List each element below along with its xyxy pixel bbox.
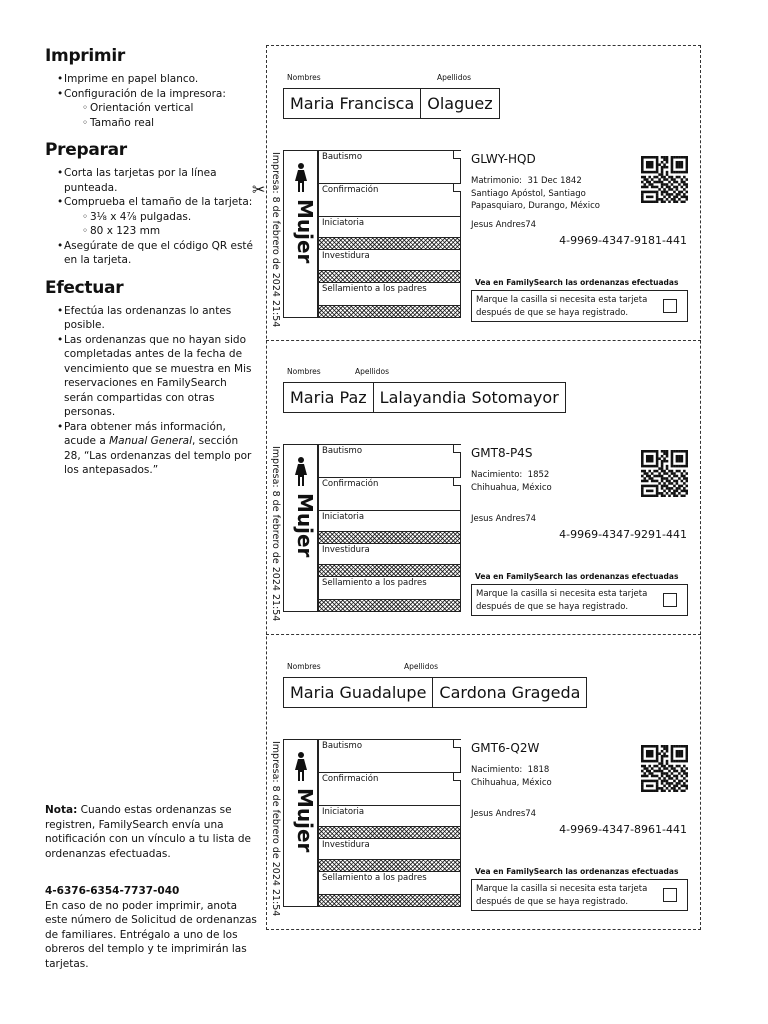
ordinance-label: Investidura bbox=[322, 840, 370, 850]
ordinance-checkbox[interactable] bbox=[453, 740, 461, 748]
gender-label: Mujer bbox=[293, 199, 317, 264]
event-info bbox=[471, 764, 611, 789]
event-place: Chihuahua, México bbox=[471, 482, 552, 493]
section-prepare bbox=[45, 140, 257, 268]
ordinance-row bbox=[319, 806, 460, 839]
keep-card-checkbox[interactable] bbox=[663, 299, 677, 313]
hatch-pattern bbox=[319, 531, 460, 543]
printed-date-text: Impresa: 8 de febrero de 2024 21:54 bbox=[270, 741, 281, 917]
ordinance-label: Investidura bbox=[322, 545, 370, 555]
list-item-text: Comprueba el tamaño de la tarjeta: bbox=[64, 196, 253, 208]
printed-date bbox=[267, 741, 283, 917]
list-item: • Asegúrate de que el código QR esté en la tarjeta. bbox=[45, 239, 257, 268]
qr-code bbox=[641, 745, 688, 792]
request-info bbox=[45, 884, 257, 971]
request-text: En caso de no poder imprimir, anota este número de Solicitud de ordenanzas de familiares. Entrégalo a uno de los obreros del templo y te imprimirán las tarjetas. bbox=[45, 899, 257, 970]
list-subitem: ◦ 80 x 123 mm bbox=[64, 224, 257, 239]
name-box bbox=[283, 382, 566, 413]
gender-box bbox=[283, 150, 318, 318]
completed-ordinances-title: Vea en FamilySearch las ordenanzas efectuadas bbox=[475, 867, 679, 876]
given-names: Maria Guadalupe bbox=[290, 683, 427, 702]
event-date: 31 Dec 1842 bbox=[527, 176, 582, 186]
woman-icon bbox=[293, 457, 309, 491]
section-print bbox=[45, 46, 257, 130]
keep-card-checkbox[interactable] bbox=[663, 593, 677, 607]
ordinance-checkbox[interactable] bbox=[453, 184, 461, 192]
keep-card-box bbox=[471, 879, 688, 911]
person-id: GLWY-HQD bbox=[471, 152, 536, 166]
ordinance-label: Bautismo bbox=[322, 446, 363, 456]
note-text: Cuando estas ordenanzas se registren, FamilySearch envía una notificación con un vínculo a tu lista de ordenanzas efectuadas. bbox=[45, 804, 251, 860]
event-label: Nacimiento: bbox=[471, 765, 523, 775]
keep-card-text: Marque la casilla si necesita esta tarjeta después de que se haya registrado. bbox=[476, 295, 648, 318]
ordinance-grid bbox=[318, 444, 461, 612]
qr-code bbox=[641, 450, 688, 497]
reserved-by: Jesus Andres74 bbox=[471, 220, 537, 230]
request-number: 4-6376-6354-7737-040 bbox=[45, 885, 180, 897]
hatch-pattern bbox=[319, 894, 460, 906]
keep-card-box bbox=[471, 584, 688, 616]
ordinance-row bbox=[319, 773, 460, 806]
ordinance-grid bbox=[318, 739, 461, 907]
list-item-text: Configuración de la impresora: bbox=[64, 87, 226, 100]
surnames: Cardona Grageda bbox=[432, 678, 586, 707]
event-place: Chihuahua, México bbox=[471, 777, 552, 788]
ordinance-grid bbox=[318, 150, 461, 318]
printed-date-text: Impresa: 8 de febrero de 2024 21:54 bbox=[270, 152, 281, 328]
hatch-pattern bbox=[319, 270, 460, 282]
list-item bbox=[45, 195, 257, 239]
completed-ordinances-title: Vea en FamilySearch las ordenanzas efectuadas bbox=[475, 278, 679, 287]
card-request-number: 4-9969-4347-9181-441 bbox=[559, 234, 687, 247]
text-segment: Para obtener más información, acude a bbox=[64, 420, 226, 447]
keep-card-text: Marque la casilla si necesita esta tarjeta después de que se haya registrado. bbox=[476, 589, 648, 612]
ordinance-row bbox=[319, 184, 460, 217]
list-item: • Efectúa las ordenanzas lo antes posible. bbox=[45, 304, 257, 333]
name-box bbox=[283, 677, 587, 708]
ordinance-label: Confirmación bbox=[322, 774, 379, 784]
ordinance-row bbox=[319, 151, 460, 184]
list-subitem: ◦ 3⅛ x 4⅞ pulgadas. bbox=[64, 210, 257, 225]
given-names-label: Nombres bbox=[287, 73, 321, 82]
ordinance-label: Sellamiento a los padres bbox=[322, 578, 427, 588]
ordinance-label: Bautismo bbox=[322, 741, 363, 751]
ordinance-label: Sellamiento a los padres bbox=[322, 873, 427, 883]
gender-box bbox=[283, 739, 318, 907]
list-subitem: ◦ Tamaño real bbox=[64, 116, 257, 131]
given-names-label: Nombres bbox=[287, 662, 321, 671]
surnames: Olaguez bbox=[420, 89, 498, 118]
ordinance-checkbox[interactable] bbox=[453, 478, 461, 486]
ordinance-card bbox=[266, 636, 701, 930]
event-label: Matrimonio: bbox=[471, 176, 523, 186]
gender-box bbox=[283, 444, 318, 612]
gender-label: Mujer bbox=[293, 788, 317, 853]
hatch-pattern bbox=[319, 564, 460, 576]
ordinance-label: Iniciatoria bbox=[322, 807, 365, 817]
list-subitem: ◦ Orientación vertical bbox=[64, 101, 257, 116]
section-title: Efectuar bbox=[45, 277, 124, 298]
person-id: GMT8-P4S bbox=[471, 446, 533, 460]
ordinance-label: Iniciatoria bbox=[322, 512, 365, 522]
given-names-label: Nombres bbox=[287, 367, 321, 376]
ordinance-checkbox[interactable] bbox=[453, 151, 461, 159]
ordinance-row bbox=[319, 740, 460, 773]
manual-reference: Manual General bbox=[109, 435, 192, 447]
ordinance-row bbox=[319, 511, 460, 544]
event-date: 1818 bbox=[527, 765, 550, 775]
list-item bbox=[45, 87, 257, 131]
ordinance-row bbox=[319, 478, 460, 511]
ordinance-row bbox=[319, 872, 460, 906]
ordinance-label: Confirmación bbox=[322, 185, 379, 195]
gender-label: Mujer bbox=[293, 493, 317, 558]
note bbox=[45, 803, 257, 861]
ordinance-row bbox=[319, 217, 460, 250]
ordinance-label: Confirmación bbox=[322, 479, 379, 489]
text-segment: , sección 28, “Las ordenanzas del templo por los antepasados.” bbox=[64, 435, 252, 476]
ordinance-row bbox=[319, 544, 460, 577]
section-perform bbox=[45, 278, 257, 478]
ordinance-label: Investidura bbox=[322, 251, 370, 261]
ordinance-label: Iniciatoria bbox=[322, 218, 365, 228]
keep-card-checkbox[interactable] bbox=[663, 888, 677, 902]
list-item: • Corta las tarjetas por la línea punteada. bbox=[45, 166, 257, 195]
section-title: Preparar bbox=[45, 140, 127, 160]
list-item: • Imprime en papel blanco. bbox=[45, 72, 257, 87]
scissors-icon: ✂ bbox=[252, 180, 266, 199]
ordinance-card bbox=[266, 47, 701, 341]
surnames-label: Apellidos bbox=[437, 73, 472, 82]
woman-icon bbox=[293, 752, 309, 786]
surnames-label: Apellidos bbox=[355, 367, 390, 376]
surnames: Lalayandia Sotomayor bbox=[373, 383, 565, 412]
event-label: Nacimiento: bbox=[471, 470, 523, 480]
woman-icon bbox=[293, 163, 309, 197]
hatch-pattern bbox=[319, 305, 460, 317]
given-names: Maria Paz bbox=[290, 388, 367, 407]
section-title: Imprimir bbox=[45, 46, 125, 66]
ordinance-checkbox[interactable] bbox=[453, 773, 461, 781]
ordinance-row bbox=[319, 445, 460, 478]
list-item bbox=[45, 420, 257, 478]
hatch-pattern bbox=[319, 599, 460, 611]
card-request-number: 4-9969-4347-9291-441 bbox=[559, 528, 687, 541]
event-info bbox=[471, 469, 611, 494]
note-label: Nota: bbox=[45, 804, 78, 816]
keep-card-text: Marque la casilla si necesita esta tarjeta después de que se haya registrado. bbox=[476, 884, 648, 907]
reserved-by: Jesus Andres74 bbox=[471, 514, 537, 524]
printed-date bbox=[267, 446, 283, 622]
event-date: 1852 bbox=[527, 470, 550, 480]
ordinance-row bbox=[319, 839, 460, 872]
ordinance-card bbox=[266, 341, 701, 635]
card-request-number: 4-9969-4347-8961-441 bbox=[559, 823, 687, 836]
printed-date bbox=[267, 152, 283, 328]
given-names: Maria Francisca bbox=[290, 94, 415, 113]
person-id: GMT6-Q2W bbox=[471, 741, 540, 755]
hatch-pattern bbox=[319, 859, 460, 871]
ordinance-row bbox=[319, 577, 460, 611]
list-item: • Las ordenanzas que no hayan sido completadas antes de la fecha de vencimiento que se muestra en Mis reservaciones en FamilySearch serán compartidas con otras personas. bbox=[45, 333, 257, 420]
surnames-label: Apellidos bbox=[404, 662, 439, 671]
keep-card-box bbox=[471, 290, 688, 322]
ordinance-label: Sellamiento a los padres bbox=[322, 284, 427, 294]
ordinance-checkbox[interactable] bbox=[453, 445, 461, 453]
name-box bbox=[283, 88, 500, 119]
qr-code bbox=[641, 156, 688, 203]
hatch-pattern bbox=[319, 237, 460, 249]
ordinance-label: Bautismo bbox=[322, 152, 363, 162]
ordinance-row bbox=[319, 283, 460, 317]
event-info bbox=[471, 175, 611, 213]
reserved-by: Jesus Andres74 bbox=[471, 809, 537, 819]
event-place: Santiago Apóstol, Santiago Papasquiaro, Durango, México bbox=[471, 188, 600, 211]
instructions-column bbox=[45, 46, 257, 488]
hatch-pattern bbox=[319, 826, 460, 838]
completed-ordinances-title: Vea en FamilySearch las ordenanzas efectuadas bbox=[475, 572, 679, 581]
printed-date-text: Impresa: 8 de febrero de 2024 21:54 bbox=[270, 446, 281, 622]
ordinance-row bbox=[319, 250, 460, 283]
